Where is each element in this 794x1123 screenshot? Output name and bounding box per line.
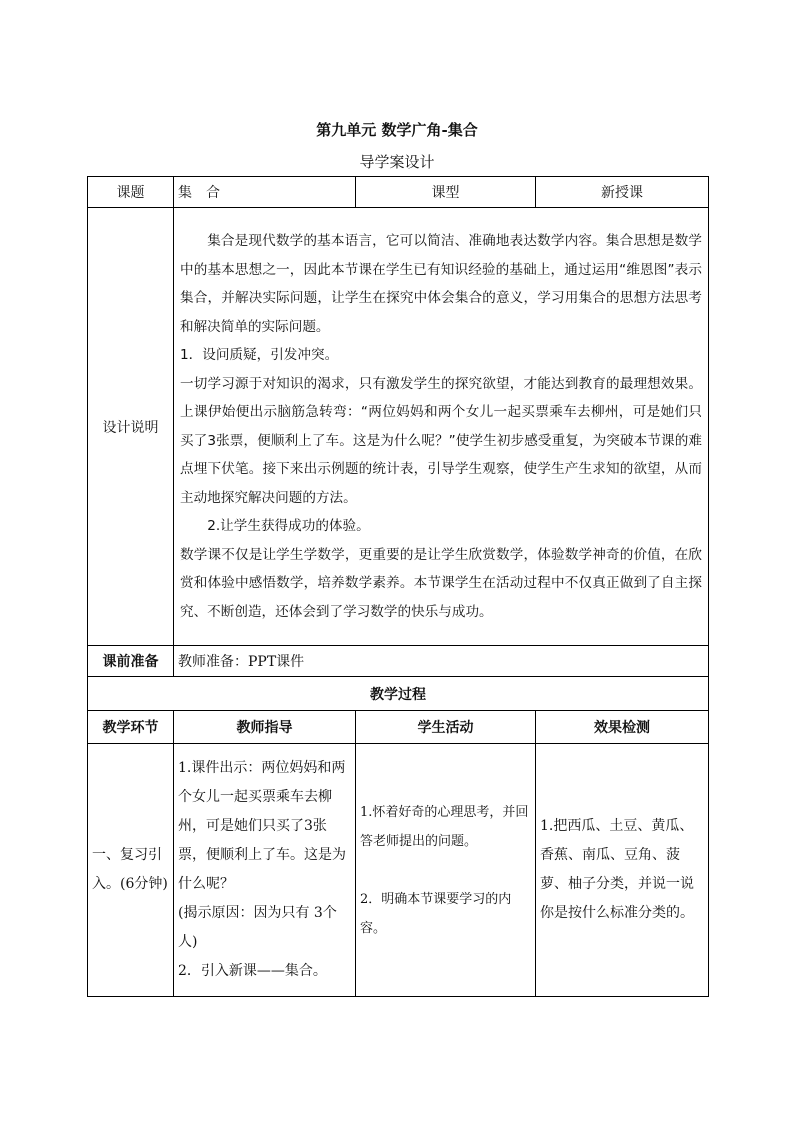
lesson-plan-table [87, 176, 709, 997]
process-row-review [88, 744, 709, 997]
prep-label: 课前准备 [88, 646, 174, 677]
stage-cell: 一、复习引入。(6分钟) [88, 744, 174, 997]
topic-row [88, 177, 709, 208]
student-step-2: 2．明确本节课要学习的内容。 [360, 891, 512, 936]
prep-row [88, 646, 709, 677]
column-header-teacher: 教师指导 [174, 711, 356, 744]
column-header-student: 学生活动 [356, 711, 536, 744]
document-title: 第九单元 数学广角-集合 [316, 121, 478, 139]
effect-check-cell: 1.把西瓜、土豆、黄瓜、香蕉、南瓜、豆角、菠萝、柚子分类，并说一说你是按什么标准分类的。 [536, 744, 709, 997]
teacher-step-1: 1.课件出示：两位妈妈和两个女儿一起买票乘车去柳州，可是她们只买了3张票，便顺利上了车。这是为什么呢？ [178, 760, 346, 892]
teacher-step-2: 2．引入新课——集合。 [178, 963, 327, 979]
lesson-type-value: 新授课 [536, 177, 709, 208]
design-paragraph: 一切学习源于对知识的渴求，只有激发学生的探究欲望，才能达到教育的最理想效果。上课伊始便出示脑筋急转弯：“两位妈妈和两个女儿一起买票乘车去柳州，可是她们只买了3张票，便顺利上了车。这是为什么呢？”使学生初步感受重复，为突破本节课的难点埋下伏笔。接下来出示例题的统计表，引导学生观察，使学生产生求知的欲望，从而主动地探究解决问题的方法。 [180, 375, 702, 506]
prep-value: 教师准备：PPT课件 [174, 646, 709, 677]
teacher-guidance-cell [174, 744, 356, 997]
process-title-row [88, 677, 709, 711]
column-header-check: 效果检测 [536, 711, 709, 744]
process-header-row [88, 711, 709, 744]
design-content [174, 208, 709, 646]
student-step-1: 1.怀着好奇的心理思考，并回答老师提出的问题。 [360, 804, 529, 849]
teacher-note: (揭示原因：因为只有 3个人) [178, 905, 337, 950]
design-point-1: 1．设问质疑，引发冲突。 [180, 347, 339, 363]
design-paragraph: 集合是现代数学的基本语言，它可以简洁、准确地表达数学内容。集合思想是数学中的基本思想之一，因此本节课在学生已有知识经验的基础上，通过运用“维恩图”表示集合，并解决实际问题，让学生在探究中体会集合的意义，学习用集合的思想方法思考和解决简单的实际问题。 [180, 233, 702, 335]
topic-label: 课题 [88, 177, 174, 208]
student-activity-cell [356, 744, 536, 997]
document-subtitle: 导学案设计 [359, 153, 435, 171]
design-point-2: 2.让学生获得成功的体验。 [207, 518, 370, 534]
design-label: 设计说明 [88, 208, 174, 646]
design-row [88, 208, 709, 646]
process-title: 教学过程 [88, 677, 709, 711]
design-paragraph: 数学课不仅是让学生学数学，更重要的是让学生欣赏数学，体验数学神奇的价值，在欣赏和体验中感悟数学，培养数学素养。本节课学生在活动过程中不仅真正做到了自主探究、不断创造，还体会到了学习数学的快乐与成功。 [180, 546, 702, 620]
topic-value: 集 合 [174, 177, 356, 208]
column-header-stage: 教学环节 [88, 711, 174, 744]
lesson-type-label: 课型 [356, 177, 536, 208]
